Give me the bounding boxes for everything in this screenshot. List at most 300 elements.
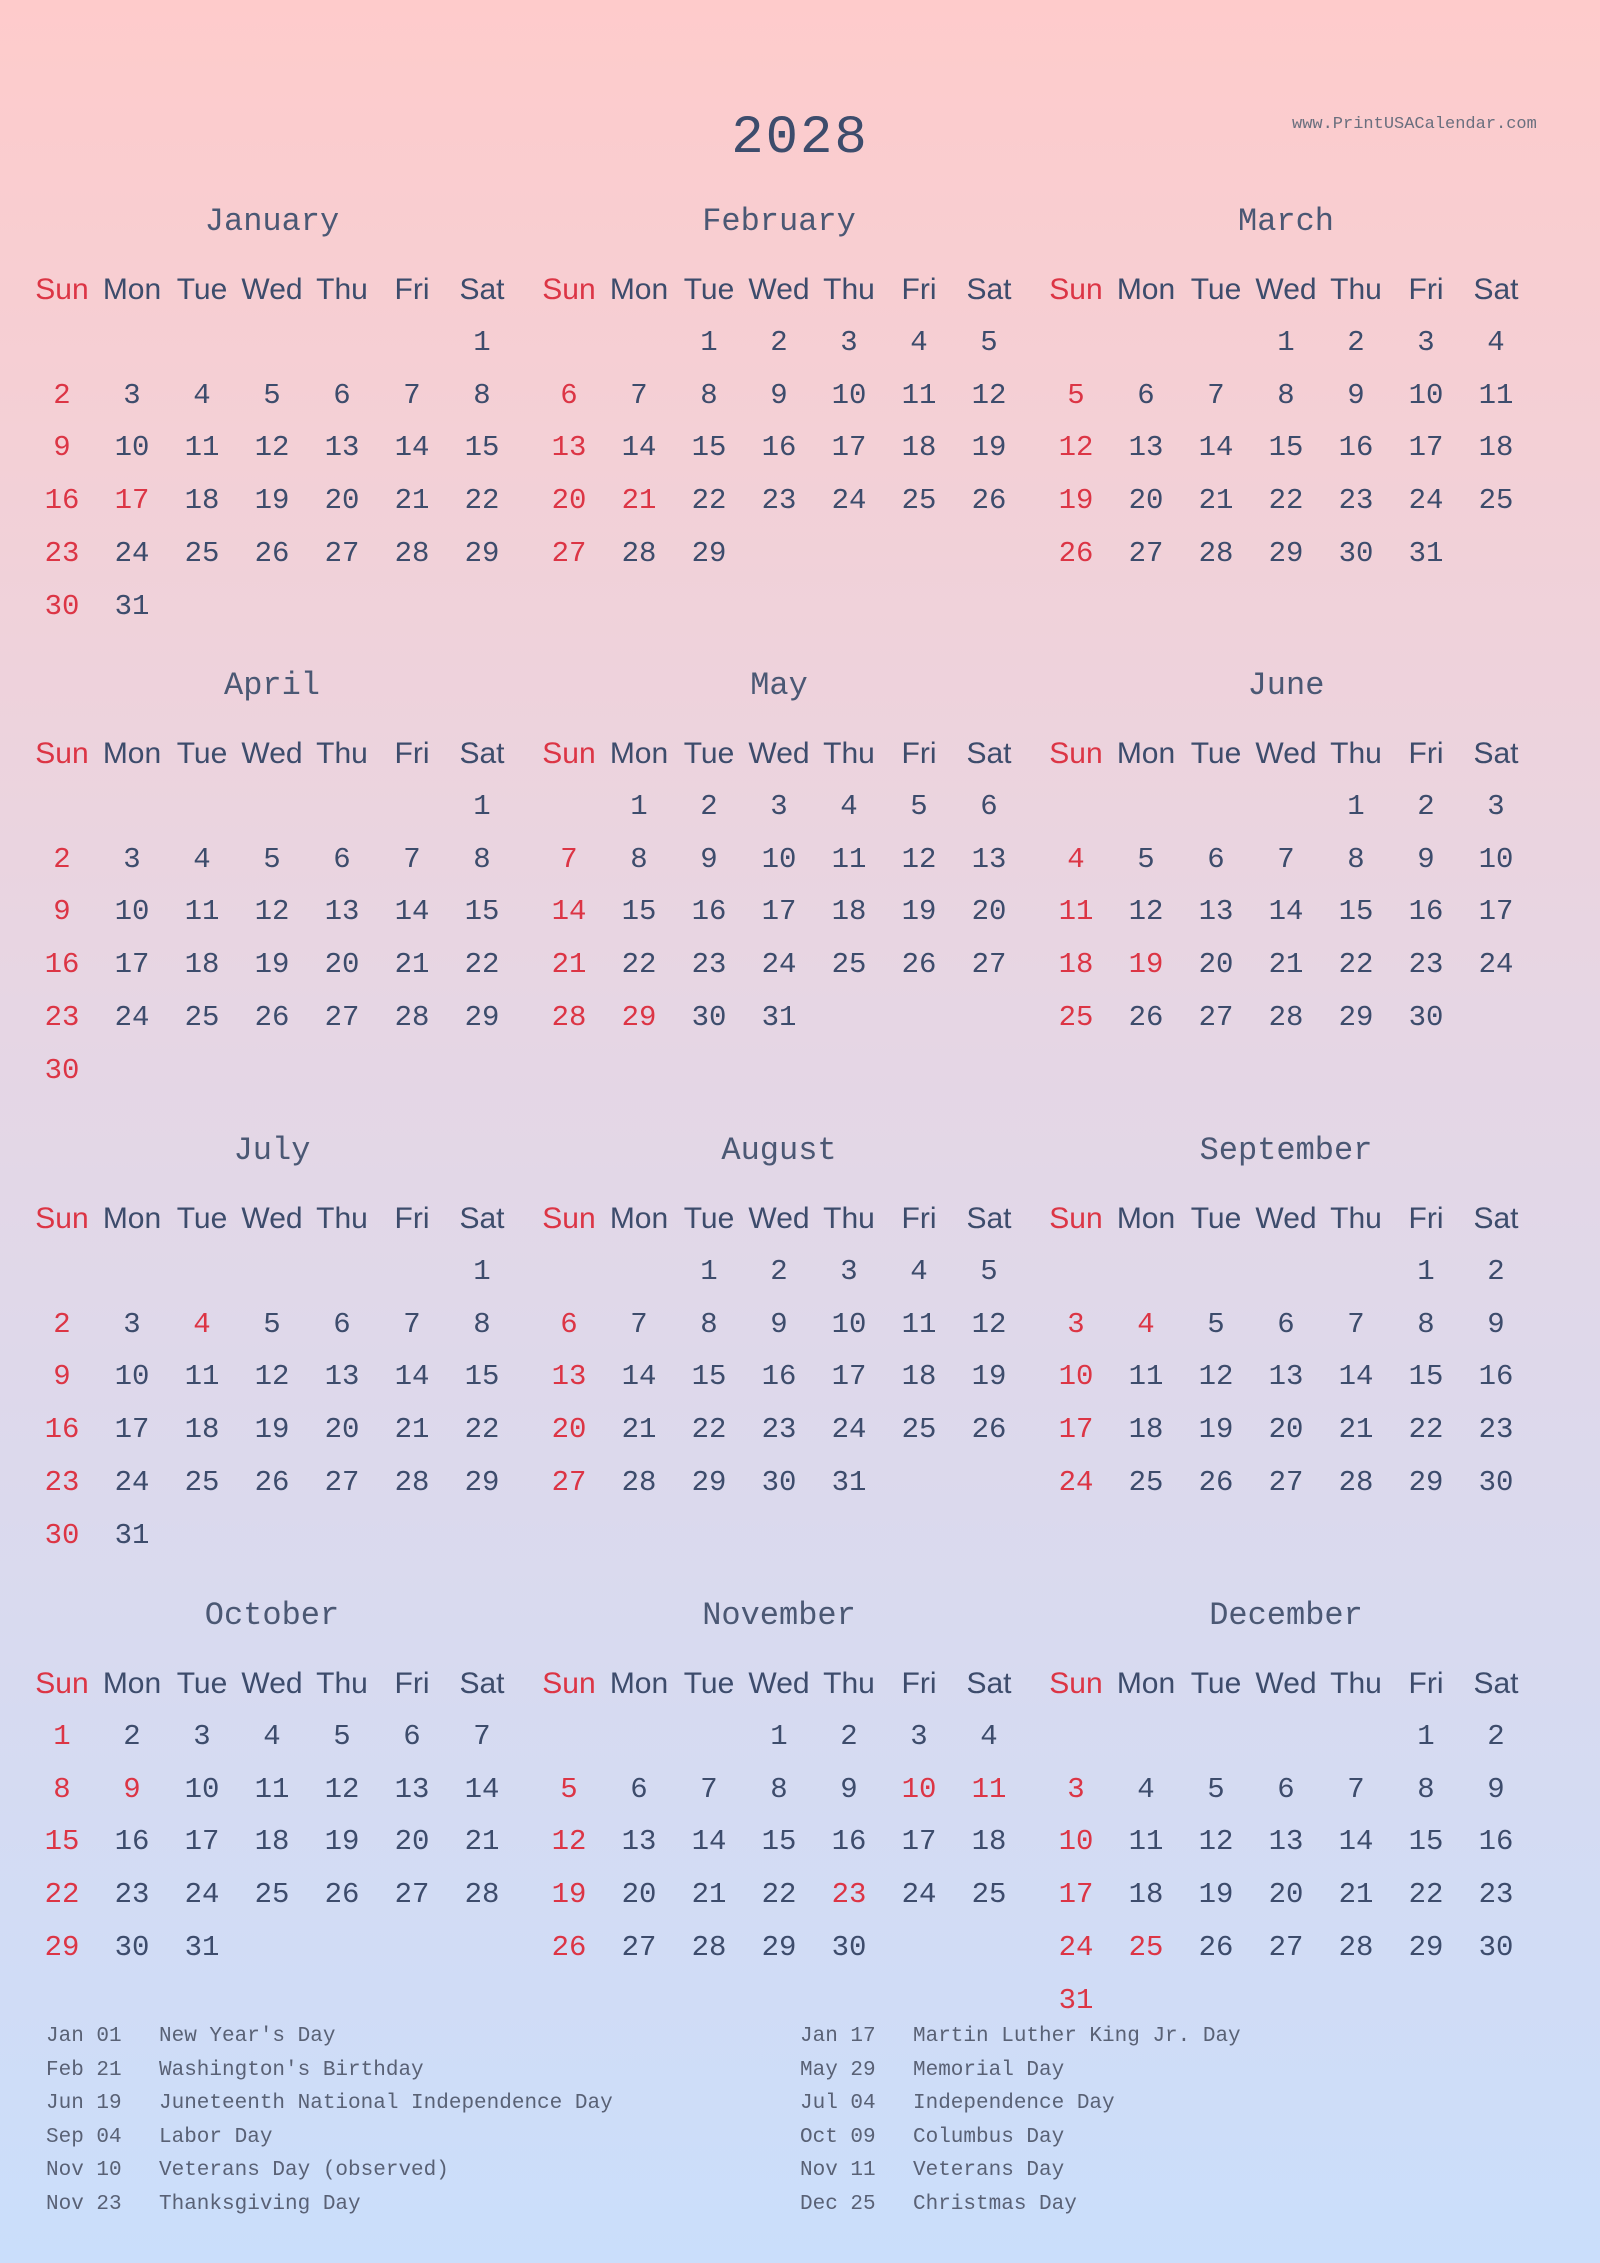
day-cell: 15	[44, 1825, 80, 1859]
day-cell: 18	[184, 1413, 220, 1447]
empty-cell	[377, 1246, 447, 1299]
day-cell: 23	[691, 948, 727, 982]
day-cell: 27	[551, 1465, 587, 1499]
holiday-name: Christmas Day	[913, 2192, 1077, 2216]
month-grid	[27, 1193, 517, 1563]
month-december	[1041, 1594, 1531, 2028]
month-title: March	[1237, 203, 1334, 240]
day-cell: 15	[464, 895, 500, 929]
weekday-header: Wed	[748, 1667, 810, 1700]
day-cell: 3	[840, 1254, 858, 1288]
day-cell: 16	[44, 1413, 80, 1447]
empty-cell	[1321, 1711, 1391, 1764]
day-cell: 19	[1198, 1878, 1234, 1912]
weekday-header: Sun	[35, 273, 89, 306]
day-cell: 21	[691, 1878, 727, 1912]
empty-cell	[1181, 1711, 1251, 1764]
day-cell: 28	[1198, 536, 1234, 570]
day-cell: 23	[44, 1465, 80, 1499]
day-cell: 26	[254, 1465, 290, 1499]
day-cell: 8	[473, 842, 491, 876]
day-cell: 5	[333, 1719, 351, 1753]
day-cell: 9	[770, 1307, 788, 1341]
day-cell: 28	[1338, 1930, 1374, 1964]
weekday-header: Wed	[241, 1667, 303, 1700]
day-cell: 1	[1277, 325, 1295, 359]
day-cell: 2	[840, 1719, 858, 1753]
holiday-name: Martin Luther King Jr. Day	[913, 2025, 1241, 2048]
holiday-date: Nov 10	[46, 2159, 122, 2183]
day-cell: 13	[621, 1825, 657, 1859]
day-cell: 24	[901, 1878, 937, 1912]
empty-cell	[1111, 1711, 1181, 1764]
day-cell: 24	[761, 948, 797, 982]
day-cell: 3	[193, 1719, 211, 1753]
weekday-header: Thu	[1330, 1667, 1382, 1700]
holiday-name: Juneteenth National Independence Day	[159, 2092, 613, 2116]
weekday-header: Tue	[1190, 1667, 1242, 1700]
day-cell: 6	[1207, 842, 1225, 876]
day-cell: 3	[1067, 1772, 1085, 1806]
day-cell: 26	[1198, 1465, 1234, 1499]
day-cell: 31	[1408, 536, 1444, 570]
day-cell: 13	[324, 431, 360, 465]
weekday-header: Fri	[394, 273, 430, 306]
weekday-header: Sat	[459, 1667, 505, 1700]
holiday-name: Columbus Day	[913, 2125, 1065, 2149]
day-cell: 9	[53, 431, 71, 465]
day-cell: 15	[761, 1825, 797, 1859]
holiday-row	[46, 2188, 613, 2222]
day-cell: 26	[971, 1413, 1007, 1447]
day-cell: 29	[1408, 1930, 1444, 1964]
day-cell: 1	[700, 325, 718, 359]
day-cell: 4	[1067, 842, 1085, 876]
month-september	[1041, 1129, 1531, 1510]
weekday-header: Sun	[35, 1202, 89, 1235]
weekday-header: Sat	[966, 737, 1012, 770]
day-cell: 16	[1478, 1360, 1514, 1394]
empty-cell	[1181, 317, 1251, 370]
day-cell: 1	[1417, 1719, 1435, 1753]
day-cell: 18	[1128, 1413, 1164, 1447]
day-cell: 15	[621, 895, 657, 929]
day-cell: 23	[761, 1413, 797, 1447]
day-cell: 25	[184, 536, 220, 570]
weekday-header: Sun	[35, 1667, 89, 1700]
day-cell: 6	[980, 789, 998, 823]
weekday-header: Thu	[1330, 737, 1382, 770]
day-cell: 10	[901, 1772, 937, 1806]
day-cell: 8	[1417, 1772, 1435, 1806]
day-cell: 1	[770, 1719, 788, 1753]
day-cell: 3	[1417, 325, 1435, 359]
day-cell: 12	[551, 1825, 587, 1859]
empty-cell	[27, 317, 97, 370]
weekday-header: Thu	[316, 273, 368, 306]
weekday-header: Sun	[542, 1667, 596, 1700]
weekday-header: Fri	[901, 1202, 937, 1235]
weekday-header: Fri	[394, 737, 430, 770]
month-title: December	[1209, 1597, 1363, 1634]
empty-cell	[1181, 781, 1251, 834]
day-cell: 31	[184, 1930, 220, 1964]
weekday-header: Wed	[1255, 1667, 1317, 1700]
empty-cell	[1251, 1711, 1321, 1764]
weekday-header: Sun	[35, 737, 89, 770]
day-cell: 25	[184, 1465, 220, 1499]
day-cell: 12	[1198, 1360, 1234, 1394]
day-cell: 11	[1128, 1825, 1164, 1859]
day-cell: 7	[403, 842, 421, 876]
weekday-header: Wed	[241, 737, 303, 770]
weekday-header: Wed	[748, 273, 810, 306]
empty-cell	[1251, 1246, 1321, 1299]
day-cell: 7	[560, 842, 578, 876]
weekday-header: Tue	[683, 1667, 735, 1700]
day-cell: 5	[560, 1772, 578, 1806]
day-cell: 14	[394, 431, 430, 465]
empty-cell	[237, 317, 307, 370]
weekday-header: Sat	[966, 1202, 1012, 1235]
day-cell: 28	[621, 536, 657, 570]
day-cell: 17	[114, 948, 150, 982]
day-cell: 29	[691, 1465, 727, 1499]
empty-cell	[27, 1246, 97, 1299]
day-cell: 6	[403, 1719, 421, 1753]
day-cell: 11	[971, 1772, 1007, 1806]
holiday-column-right	[800, 2020, 1241, 2222]
day-cell: 18	[1058, 948, 1094, 982]
day-cell: 28	[1268, 1000, 1304, 1034]
empty-cell	[1111, 781, 1181, 834]
day-cell: 6	[333, 378, 351, 412]
day-cell: 2	[1417, 789, 1435, 823]
month-title: November	[702, 1597, 856, 1634]
day-cell: 26	[971, 484, 1007, 518]
day-cell: 13	[1268, 1825, 1304, 1859]
day-cell: 8	[630, 842, 648, 876]
empty-cell	[97, 1246, 167, 1299]
day-cell: 20	[551, 1413, 587, 1447]
day-cell: 18	[1478, 431, 1514, 465]
day-cell: 20	[551, 484, 587, 518]
month-july	[27, 1129, 517, 1563]
website-url: www.PrintUSACalendar.com	[1292, 115, 1537, 134]
day-cell: 2	[770, 1254, 788, 1288]
day-cell: 2	[53, 842, 71, 876]
holiday-row	[800, 2188, 1241, 2222]
day-cell: 21	[551, 948, 587, 982]
day-cell: 28	[621, 1465, 657, 1499]
weekday-header: Mon	[609, 1202, 669, 1235]
day-cell: 18	[971, 1825, 1007, 1859]
day-cell: 14	[394, 895, 430, 929]
month-title: February	[702, 203, 856, 240]
day-cell: 31	[761, 1000, 797, 1034]
day-cell: 25	[1128, 1930, 1164, 1964]
day-cell: 22	[1408, 1878, 1444, 1912]
day-cell: 22	[1268, 484, 1304, 518]
day-cell: 3	[1487, 789, 1505, 823]
day-cell: 29	[464, 1465, 500, 1499]
day-cell: 15	[464, 431, 500, 465]
day-cell: 23	[831, 1878, 867, 1912]
empty-cell	[307, 781, 377, 834]
day-cell: 5	[980, 325, 998, 359]
day-cell: 26	[1198, 1930, 1234, 1964]
holiday-row	[46, 2087, 613, 2121]
day-cell: 9	[770, 378, 788, 412]
day-cell: 8	[1417, 1307, 1435, 1341]
day-cell: 10	[1058, 1360, 1094, 1394]
month-grid	[534, 728, 1024, 1045]
day-cell: 25	[184, 1000, 220, 1034]
day-cell: 1	[473, 789, 491, 823]
day-cell: 1	[473, 1254, 491, 1288]
day-cell: 13	[394, 1772, 430, 1806]
day-cell: 18	[254, 1825, 290, 1859]
day-cell: 18	[184, 948, 220, 982]
weekday-header: Thu	[823, 1202, 875, 1235]
month-grid	[1041, 728, 1531, 1045]
day-cell: 13	[971, 842, 1007, 876]
day-cell: 8	[770, 1772, 788, 1806]
weekday-header: Fri	[394, 1202, 430, 1235]
day-cell: 22	[464, 484, 500, 518]
day-cell: 15	[1408, 1825, 1444, 1859]
day-cell: 19	[1058, 484, 1094, 518]
day-cell: 10	[761, 842, 797, 876]
day-cell: 6	[560, 378, 578, 412]
day-cell: 6	[1277, 1772, 1295, 1806]
day-cell: 7	[473, 1719, 491, 1753]
day-cell: 19	[971, 431, 1007, 465]
weekday-header: Tue	[176, 1202, 228, 1235]
month-grid	[27, 264, 517, 634]
day-cell: 3	[840, 325, 858, 359]
day-cell: 25	[1128, 1465, 1164, 1499]
day-cell: 22	[464, 1413, 500, 1447]
empty-cell	[377, 317, 447, 370]
day-cell: 27	[1268, 1465, 1304, 1499]
day-cell: 24	[184, 1878, 220, 1912]
day-cell: 16	[1338, 431, 1374, 465]
day-cell: 5	[263, 378, 281, 412]
day-cell: 27	[971, 948, 1007, 982]
empty-cell	[27, 781, 97, 834]
month-february	[534, 200, 1024, 581]
month-title: June	[1247, 667, 1325, 704]
day-cell: 28	[551, 1000, 587, 1034]
empty-cell	[377, 781, 447, 834]
day-cell: 20	[324, 1413, 360, 1447]
day-cell: 29	[621, 1000, 657, 1034]
weekday-header: Sun	[1049, 1202, 1103, 1235]
day-cell: 15	[1338, 895, 1374, 929]
day-cell: 11	[184, 431, 220, 465]
day-cell: 12	[971, 1307, 1007, 1341]
weekday-header: Sun	[542, 273, 596, 306]
weekday-header: Sun	[1049, 737, 1103, 770]
day-cell: 18	[901, 431, 937, 465]
weekday-header: Sat	[459, 1202, 505, 1235]
day-cell: 10	[114, 1360, 150, 1394]
day-cell: 12	[1128, 895, 1164, 929]
weekday-header: Tue	[683, 273, 735, 306]
day-cell: 17	[1058, 1413, 1094, 1447]
day-cell: 10	[184, 1772, 220, 1806]
weekday-header: Thu	[316, 737, 368, 770]
day-cell: 20	[971, 895, 1007, 929]
day-cell: 23	[44, 1000, 80, 1034]
weekday-header: Mon	[102, 737, 162, 770]
weekday-header: Tue	[1190, 273, 1242, 306]
day-cell: 11	[1478, 378, 1514, 412]
weekday-header: Mon	[609, 737, 669, 770]
day-cell: 3	[123, 378, 141, 412]
empty-cell	[1251, 781, 1321, 834]
day-cell: 17	[1478, 895, 1514, 929]
day-cell: 19	[254, 1413, 290, 1447]
day-cell: 20	[324, 484, 360, 518]
day-cell: 6	[333, 1307, 351, 1341]
day-cell: 21	[1338, 1878, 1374, 1912]
day-cell: 11	[901, 378, 937, 412]
day-cell: 23	[114, 1878, 150, 1912]
month-grid	[1041, 1658, 1531, 2028]
day-cell: 21	[621, 1413, 657, 1447]
day-cell: 15	[1268, 431, 1304, 465]
weekday-header: Tue	[1190, 737, 1242, 770]
day-cell: 24	[114, 536, 150, 570]
holiday-row	[46, 2054, 613, 2088]
weekday-header: Fri	[1408, 1667, 1444, 1700]
day-cell: 20	[324, 948, 360, 982]
day-cell: 16	[44, 948, 80, 982]
day-cell: 4	[193, 378, 211, 412]
day-cell: 27	[1198, 1000, 1234, 1034]
day-cell: 5	[1137, 842, 1155, 876]
day-cell: 16	[1408, 895, 1444, 929]
day-cell: 12	[901, 842, 937, 876]
month-title: September	[1199, 1132, 1373, 1169]
holiday-row	[800, 2087, 1241, 2121]
weekday-header: Sat	[459, 273, 505, 306]
day-cell: 30	[761, 1465, 797, 1499]
day-cell: 5	[980, 1254, 998, 1288]
day-cell: 24	[1408, 484, 1444, 518]
day-cell: 30	[1478, 1465, 1514, 1499]
empty-cell	[97, 781, 167, 834]
day-cell: 19	[254, 484, 290, 518]
day-cell: 29	[464, 536, 500, 570]
day-cell: 2	[1347, 325, 1365, 359]
day-cell: 3	[910, 1719, 928, 1753]
day-cell: 11	[1058, 895, 1094, 929]
day-cell: 15	[1408, 1360, 1444, 1394]
empty-cell	[1321, 1246, 1391, 1299]
day-cell: 31	[831, 1465, 867, 1499]
day-cell: 2	[53, 1307, 71, 1341]
day-cell: 1	[53, 1719, 71, 1753]
day-cell: 7	[403, 378, 421, 412]
empty-cell	[97, 317, 167, 370]
day-cell: 25	[254, 1878, 290, 1912]
holiday-date: Nov 23	[46, 2192, 122, 2216]
day-cell: 30	[44, 1053, 80, 1087]
empty-cell	[1041, 1711, 1111, 1764]
day-cell: 21	[394, 484, 430, 518]
weekday-header: Fri	[901, 273, 937, 306]
weekday-header: Fri	[1408, 1202, 1444, 1235]
month-title: May	[750, 667, 808, 704]
day-cell: 6	[560, 1307, 578, 1341]
day-cell: 23	[44, 536, 80, 570]
day-cell: 21	[464, 1825, 500, 1859]
day-cell: 2	[770, 325, 788, 359]
day-cell: 9	[840, 1772, 858, 1806]
day-cell: 5	[910, 789, 928, 823]
weekday-header: Thu	[823, 737, 875, 770]
day-cell: 3	[123, 1307, 141, 1341]
day-cell: 3	[1067, 1307, 1085, 1341]
empty-cell	[534, 1246, 604, 1299]
day-cell: 7	[1277, 842, 1295, 876]
day-cell: 12	[254, 895, 290, 929]
day-cell: 7	[630, 378, 648, 412]
day-cell: 9	[1487, 1307, 1505, 1341]
month-grid	[1041, 1193, 1531, 1510]
weekday-header: Sun	[542, 1202, 596, 1235]
day-cell: 11	[184, 1360, 220, 1394]
holiday-date: Jul 04	[800, 2092, 876, 2116]
day-cell: 2	[1487, 1254, 1505, 1288]
day-cell: 29	[44, 1930, 80, 1964]
day-cell: 4	[1137, 1307, 1155, 1341]
day-cell: 3	[123, 842, 141, 876]
day-cell: 24	[114, 1000, 150, 1034]
day-cell: 26	[901, 948, 937, 982]
day-cell: 22	[1338, 948, 1374, 982]
weekday-header: Sun	[1049, 273, 1103, 306]
day-cell: 14	[1268, 895, 1304, 929]
holiday-row	[800, 2054, 1241, 2088]
day-cell: 4	[263, 1719, 281, 1753]
day-cell: 24	[1058, 1930, 1094, 1964]
day-cell: 14	[1338, 1360, 1374, 1394]
day-cell: 9	[53, 895, 71, 929]
day-cell: 17	[114, 484, 150, 518]
empty-cell	[1041, 781, 1111, 834]
weekday-header: Wed	[241, 1202, 303, 1235]
day-cell: 20	[1128, 484, 1164, 518]
weekday-header: Sat	[1473, 273, 1519, 306]
day-cell: 10	[1478, 842, 1514, 876]
day-cell: 25	[901, 1413, 937, 1447]
day-cell: 12	[971, 378, 1007, 412]
day-cell: 25	[901, 484, 937, 518]
holiday-date: May 29	[800, 2058, 876, 2082]
day-cell: 13	[551, 431, 587, 465]
holiday-date: Jan 01	[46, 2025, 122, 2048]
day-cell: 22	[621, 948, 657, 982]
day-cell: 14	[621, 1360, 657, 1394]
day-cell: 24	[1478, 948, 1514, 982]
weekday-header: Thu	[823, 273, 875, 306]
weekday-header: Sat	[966, 1667, 1012, 1700]
holiday-date: Sep 04	[46, 2125, 122, 2149]
